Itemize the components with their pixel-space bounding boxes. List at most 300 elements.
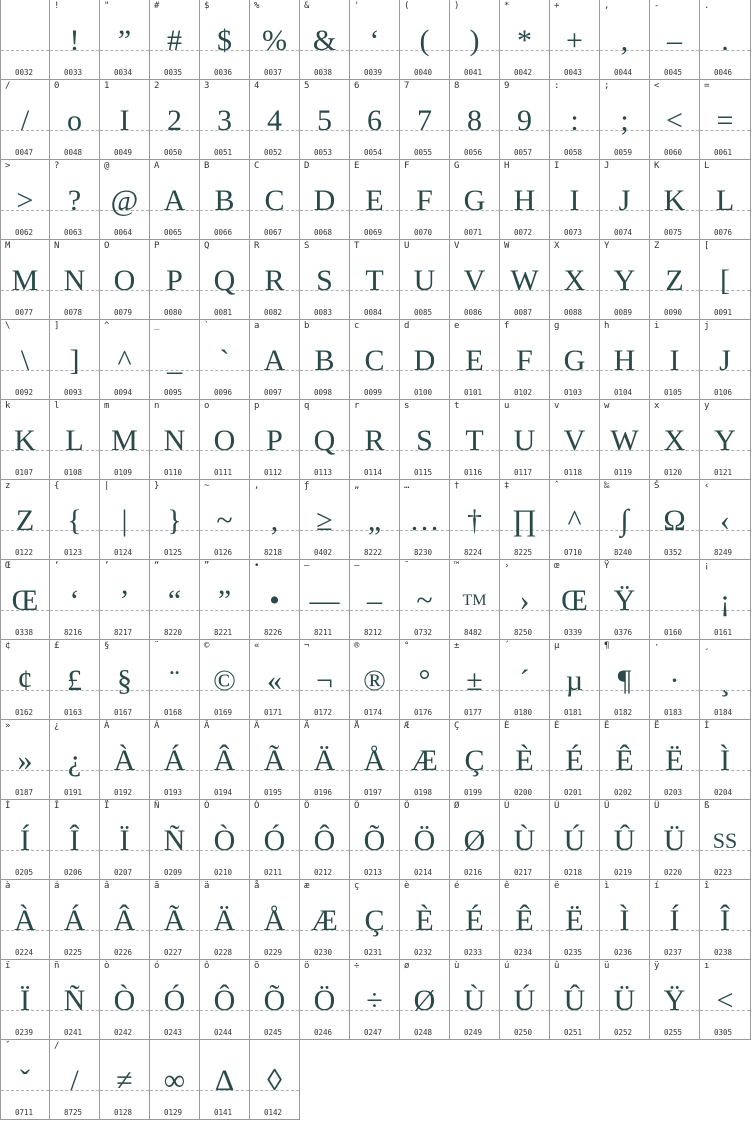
char-code-label: 0338 bbox=[15, 628, 34, 637]
glyph-cell bbox=[0, 960, 50, 1040]
glyph-sample: W bbox=[610, 424, 639, 457]
char-code-label: 0106 bbox=[714, 388, 733, 397]
glyph-cell bbox=[200, 240, 250, 320]
glyph-cell bbox=[50, 240, 100, 320]
glyph-cell bbox=[150, 80, 200, 160]
glyph-sample: ¶ bbox=[617, 664, 632, 697]
char-code-label: 0082 bbox=[264, 308, 283, 317]
glyph-sample: P bbox=[166, 264, 183, 297]
glyph-sample: < bbox=[716, 984, 734, 1017]
char-code-label: 0129 bbox=[164, 1108, 183, 1117]
glyph-cell bbox=[50, 80, 100, 160]
source-char-label: Y bbox=[604, 241, 610, 251]
glyph-sample: Q bbox=[313, 424, 336, 457]
char-code-label: 0120 bbox=[664, 468, 683, 477]
source-char-label: X bbox=[554, 241, 560, 251]
glyph-cell bbox=[450, 400, 500, 480]
char-code-label: 0142 bbox=[264, 1108, 283, 1117]
glyph-sample: K bbox=[14, 424, 36, 457]
char-code-label: 0201 bbox=[564, 788, 583, 797]
char-code-label: 0214 bbox=[414, 868, 433, 877]
source-char-label: ~ bbox=[204, 481, 210, 491]
glyph-sample: Œ bbox=[561, 584, 588, 617]
glyph-sample: B bbox=[214, 184, 235, 217]
glyph-cell bbox=[650, 880, 700, 960]
glyph-cell bbox=[0, 720, 50, 800]
source-char-label: â bbox=[104, 881, 110, 891]
source-char-label: ö bbox=[304, 961, 310, 971]
char-code-label: 0247 bbox=[364, 1028, 383, 1037]
glyph-sample: Û bbox=[613, 824, 636, 857]
char-code-label: 0200 bbox=[514, 788, 533, 797]
char-code-label: 0160 bbox=[664, 628, 683, 637]
glyph-sample: Ø bbox=[413, 984, 436, 1017]
glyph-sample: Ì bbox=[619, 904, 630, 937]
glyph-cell bbox=[450, 560, 500, 640]
source-char-label: { bbox=[54, 481, 60, 491]
source-char-label: Ó bbox=[254, 801, 260, 811]
source-char-label: . bbox=[704, 1, 710, 11]
glyph-sample: Ì bbox=[720, 744, 730, 777]
glyph-sample: : bbox=[570, 104, 579, 137]
glyph-sample: © bbox=[213, 664, 236, 697]
glyph-sample: 6 bbox=[367, 104, 382, 137]
char-code-label: 0093 bbox=[64, 388, 83, 397]
glyph-sample: Ø bbox=[463, 824, 486, 857]
glyph-sample: ≠ bbox=[116, 1064, 133, 1097]
source-char-label: i bbox=[654, 321, 660, 331]
glyph-cell bbox=[700, 560, 751, 640]
char-code-label: 0048 bbox=[64, 148, 83, 157]
glyph-cell bbox=[700, 160, 751, 240]
glyph-cell bbox=[50, 560, 100, 640]
glyph-sample: D bbox=[313, 184, 336, 217]
glyph-cell bbox=[600, 560, 650, 640]
glyph-cell bbox=[600, 240, 650, 320]
glyph-cell bbox=[650, 400, 700, 480]
glyph-sample: T bbox=[465, 424, 484, 457]
source-char-label: ™ bbox=[454, 561, 460, 571]
source-char-label: A bbox=[154, 161, 160, 171]
glyph-cell bbox=[500, 80, 550, 160]
source-char-label: Í bbox=[5, 801, 11, 811]
char-code-label: 0177 bbox=[464, 708, 483, 717]
source-char-label: · bbox=[654, 641, 660, 651]
glyph-cell bbox=[250, 880, 300, 960]
source-char-label: ] bbox=[54, 321, 60, 331]
glyph-sample: , bbox=[270, 504, 279, 537]
glyph-sample: Ñ bbox=[163, 824, 186, 857]
char-code-label: 0252 bbox=[614, 1028, 633, 1037]
glyph-sample: Í bbox=[669, 904, 680, 937]
source-char-label: P bbox=[154, 241, 160, 251]
glyph-sample: X bbox=[663, 424, 686, 457]
glyph-cell bbox=[650, 80, 700, 160]
glyph-sample: ∞ bbox=[163, 1064, 186, 1097]
source-char-label: I bbox=[554, 161, 560, 171]
char-code-label: 0212 bbox=[314, 868, 333, 877]
glyph-sample: Ñ bbox=[63, 984, 86, 1017]
glyph-sample: 8 bbox=[467, 104, 482, 137]
glyph-cell bbox=[100, 560, 150, 640]
glyph-sample: E bbox=[465, 344, 484, 377]
glyph-sample: « bbox=[267, 664, 282, 697]
glyph-sample: > bbox=[16, 184, 34, 217]
source-char-label: O bbox=[104, 241, 110, 251]
glyph-sample: = bbox=[716, 104, 734, 137]
glyph-sample: C bbox=[364, 344, 385, 377]
char-code-label: 0224 bbox=[15, 948, 34, 957]
source-char-label: Œ bbox=[5, 561, 11, 571]
char-code-label: 0250 bbox=[514, 1028, 533, 1037]
glyph-sample: } bbox=[167, 504, 182, 537]
glyph-cell bbox=[250, 720, 300, 800]
glyph-sample: Ÿ bbox=[663, 984, 686, 1017]
char-code-label: 0096 bbox=[214, 388, 233, 397]
glyph-sample: Í bbox=[20, 824, 30, 857]
source-char-label: Â bbox=[204, 721, 210, 731]
glyph-cell bbox=[150, 800, 200, 880]
char-code-label: 8240 bbox=[614, 548, 633, 557]
glyph-sample: ∫ bbox=[620, 504, 629, 537]
glyph-cell bbox=[500, 160, 550, 240]
char-code-label: 0339 bbox=[564, 628, 583, 637]
glyph-sample: | bbox=[121, 504, 128, 537]
glyph-sample: ¬ bbox=[316, 664, 333, 697]
char-code-label: 0046 bbox=[714, 68, 733, 77]
glyph-sample: B bbox=[314, 344, 335, 377]
glyph-cell bbox=[200, 320, 250, 400]
glyph-sample: . bbox=[721, 24, 729, 57]
glyph-sample: Q bbox=[213, 264, 236, 297]
char-code-label: 0055 bbox=[414, 148, 433, 157]
source-char-label: E bbox=[354, 161, 360, 171]
glyph-sample: F bbox=[516, 344, 533, 377]
glyph-cell bbox=[250, 320, 300, 400]
glyph-cell bbox=[300, 560, 350, 640]
glyph-cell bbox=[500, 960, 550, 1040]
glyph-cell bbox=[300, 0, 350, 80]
glyph-cell bbox=[550, 880, 600, 960]
char-code-label: 0194 bbox=[214, 788, 233, 797]
source-char-label: ° bbox=[404, 641, 410, 651]
glyph-sample: < bbox=[666, 104, 683, 137]
source-char-label: î bbox=[704, 881, 710, 891]
source-char-label: @ bbox=[104, 161, 110, 171]
char-code-label: 0244 bbox=[214, 1028, 233, 1037]
char-code-label: 0182 bbox=[614, 708, 633, 717]
glyph-cell bbox=[400, 0, 450, 80]
char-code-label: 0103 bbox=[564, 388, 583, 397]
glyph-sample: X bbox=[563, 264, 586, 297]
char-code-label: 0061 bbox=[714, 148, 733, 157]
glyph-sample: ∏ bbox=[512, 504, 537, 537]
char-code-label: 0210 bbox=[214, 868, 233, 877]
char-code-label: 0126 bbox=[214, 548, 233, 557]
source-char-label: 4 bbox=[254, 81, 260, 91]
glyph-cell bbox=[700, 320, 751, 400]
glyph-sample: É bbox=[565, 744, 584, 777]
char-code-label: 8226 bbox=[264, 628, 283, 637]
char-code-label: 0037 bbox=[264, 68, 283, 77]
glyph-cell bbox=[600, 720, 650, 800]
glyph-cell bbox=[600, 480, 650, 560]
source-char-label: ã bbox=[154, 881, 160, 891]
char-code-label: 0213 bbox=[364, 868, 383, 877]
source-char-label: n bbox=[154, 401, 160, 411]
glyph-cell bbox=[550, 0, 600, 80]
glyph-sample: C bbox=[264, 184, 285, 217]
glyph-sample: \ bbox=[20, 344, 30, 377]
glyph-sample: Ï bbox=[20, 984, 30, 1017]
char-code-label: 0107 bbox=[15, 468, 34, 477]
source-char-label: Š bbox=[654, 481, 660, 491]
glyph-sample: J bbox=[618, 184, 631, 217]
glyph-cell bbox=[250, 240, 300, 320]
glyph-cell bbox=[700, 800, 751, 880]
glyph-cell bbox=[50, 880, 100, 960]
glyph-cell bbox=[400, 960, 450, 1040]
source-char-label: W bbox=[504, 241, 510, 251]
glyph-cell bbox=[450, 160, 500, 240]
glyph-cell bbox=[700, 0, 751, 80]
source-char-label: w bbox=[604, 401, 610, 411]
glyph-sample: Ä bbox=[213, 904, 236, 937]
glyph-sample: » bbox=[17, 744, 33, 777]
source-char-label: — bbox=[354, 561, 360, 571]
char-code-label: 0114 bbox=[364, 468, 383, 477]
glyph-sample: J bbox=[719, 344, 731, 377]
glyph-cell bbox=[650, 800, 700, 880]
glyph-cell bbox=[350, 0, 400, 80]
source-char-label: ¸ bbox=[704, 641, 710, 651]
glyph-sample: Ù bbox=[513, 824, 536, 857]
glyph-cell bbox=[550, 160, 600, 240]
source-char-label: ˜ bbox=[404, 561, 410, 571]
glyph-cell bbox=[700, 880, 751, 960]
glyph-cell bbox=[700, 240, 751, 320]
glyph-cell bbox=[100, 880, 150, 960]
glyph-sample: ? bbox=[67, 184, 82, 217]
source-char-label: Û bbox=[604, 801, 610, 811]
source-char-label: ø bbox=[404, 961, 410, 971]
glyph-cell bbox=[500, 800, 550, 880]
glyph-sample: ¡ bbox=[720, 584, 730, 617]
baseline-guide bbox=[650, 610, 699, 611]
source-char-label: \ bbox=[5, 321, 11, 331]
glyph-sample: Õ bbox=[263, 984, 286, 1017]
char-code-label: 0119 bbox=[614, 468, 633, 477]
glyph-sample: · bbox=[669, 664, 680, 697]
glyph-sample: Ô bbox=[313, 824, 336, 857]
char-code-label: 0042 bbox=[514, 68, 533, 77]
glyph-sample: Õ bbox=[363, 824, 386, 857]
glyph-sample: Â bbox=[213, 744, 236, 777]
source-char-label: ´ bbox=[504, 641, 510, 651]
char-code-label: 0095 bbox=[164, 388, 183, 397]
glyph-cell bbox=[650, 480, 700, 560]
glyph-cell bbox=[500, 240, 550, 320]
source-char-label: Ã bbox=[254, 721, 260, 731]
glyph-sample: Ω bbox=[663, 504, 686, 537]
char-code-label: 8221 bbox=[214, 628, 233, 637]
glyph-cell bbox=[500, 0, 550, 80]
source-char-label: l bbox=[54, 401, 60, 411]
source-char-label: 6 bbox=[354, 81, 360, 91]
glyph-cell bbox=[200, 160, 250, 240]
glyph-cell bbox=[200, 400, 250, 480]
glyph-cell bbox=[450, 480, 500, 560]
char-code-label: 0111 bbox=[214, 468, 233, 477]
source-char-label: Ç bbox=[454, 721, 460, 731]
glyph-sample: £ bbox=[67, 664, 82, 697]
glyph-cell bbox=[100, 320, 150, 400]
glyph-sample: ` bbox=[219, 344, 230, 377]
char-code-label: 0085 bbox=[414, 308, 433, 317]
source-char-label: ê bbox=[504, 881, 510, 891]
glyph-cell bbox=[700, 720, 751, 800]
char-code-label: 0246 bbox=[314, 1028, 333, 1037]
glyph-sample: ‘ bbox=[369, 24, 380, 57]
source-char-label: e bbox=[454, 321, 460, 331]
char-code-label: 0197 bbox=[364, 788, 383, 797]
glyph-sample: ‘ bbox=[69, 584, 80, 617]
source-char-label: Ï bbox=[104, 801, 110, 811]
glyph-sample: ! bbox=[69, 24, 80, 57]
source-char-label: ä bbox=[204, 881, 210, 891]
glyph-cell bbox=[350, 480, 400, 560]
source-char-label: F bbox=[404, 161, 410, 171]
char-code-label: 8220 bbox=[164, 628, 183, 637]
source-char-label: Õ bbox=[354, 801, 360, 811]
source-char-label: _ bbox=[154, 321, 160, 331]
glyph-cell bbox=[500, 560, 550, 640]
glyph-sample: Å bbox=[263, 904, 286, 937]
glyph-sample: O bbox=[213, 424, 236, 457]
glyph-cell bbox=[550, 640, 600, 720]
source-char-label: u bbox=[504, 401, 510, 411]
char-code-label: 0184 bbox=[714, 708, 733, 717]
source-char-label: G bbox=[454, 161, 460, 171]
char-code-label: 8216 bbox=[64, 628, 83, 637]
glyph-sample: R bbox=[264, 264, 285, 297]
char-code-label: 0077 bbox=[15, 308, 34, 317]
char-code-label: 0092 bbox=[15, 388, 34, 397]
glyph-sample: 3 bbox=[217, 104, 232, 137]
char-code-label: 0094 bbox=[114, 388, 133, 397]
source-char-label: k bbox=[5, 401, 11, 411]
glyph-sample: ; bbox=[620, 104, 629, 137]
source-char-label: Ù bbox=[504, 801, 510, 811]
char-code-label: 0073 bbox=[564, 228, 583, 237]
glyph-cell bbox=[250, 400, 300, 480]
glyph-sample: P bbox=[266, 424, 283, 457]
glyph-cell bbox=[350, 800, 400, 880]
char-code-label: 0232 bbox=[414, 948, 433, 957]
glyph-cell bbox=[400, 480, 450, 560]
source-char-label: L bbox=[704, 161, 710, 171]
char-code-label: 0044 bbox=[614, 68, 633, 77]
char-code-label: 0101 bbox=[464, 388, 483, 397]
char-code-label: 0058 bbox=[564, 148, 583, 157]
char-code-label: 0088 bbox=[564, 308, 583, 317]
glyph-cell bbox=[300, 800, 350, 880]
glyph-cell bbox=[50, 720, 100, 800]
source-char-label: | bbox=[104, 481, 110, 491]
glyph-cell bbox=[200, 1040, 250, 1120]
char-code-label: 0083 bbox=[314, 308, 333, 317]
source-char-label: a bbox=[254, 321, 260, 331]
source-char-label: • bbox=[254, 561, 260, 571]
glyph-sample: Y bbox=[613, 264, 636, 297]
source-char-label: ® bbox=[354, 641, 360, 651]
glyph-sample: Ó bbox=[263, 824, 286, 857]
source-char-label: Ô bbox=[304, 801, 310, 811]
char-code-label: 0104 bbox=[614, 388, 633, 397]
char-code-label: 0074 bbox=[614, 228, 633, 237]
glyph-cell bbox=[100, 1040, 150, 1120]
glyph-sample: M bbox=[11, 264, 39, 297]
source-char-label: › bbox=[504, 561, 510, 571]
source-char-label: r bbox=[354, 401, 360, 411]
char-code-label: 0034 bbox=[114, 68, 133, 77]
char-code-label: 0217 bbox=[514, 868, 533, 877]
char-code-label: 0068 bbox=[314, 228, 333, 237]
glyph-sample: Ç bbox=[364, 904, 385, 937]
source-char-label: p bbox=[254, 401, 260, 411]
source-char-label: S bbox=[304, 241, 310, 251]
char-code-label: 0087 bbox=[514, 308, 533, 317]
glyph-cell bbox=[250, 640, 300, 720]
char-code-label: 0162 bbox=[15, 708, 34, 717]
source-char-label: Ë bbox=[654, 721, 660, 731]
glyph-sample: À bbox=[14, 904, 36, 937]
source-char-label: R bbox=[254, 241, 260, 251]
glyph-cell bbox=[600, 640, 650, 720]
source-char-label: ¨ bbox=[154, 641, 160, 651]
source-char-label: ó bbox=[154, 961, 160, 971]
source-char-label: g bbox=[554, 321, 560, 331]
glyph-sample: ® bbox=[363, 664, 386, 697]
glyph-cell bbox=[0, 160, 50, 240]
glyph-sample: @ bbox=[110, 184, 139, 217]
char-code-label: 0091 bbox=[714, 308, 733, 317]
char-code-label: 0251 bbox=[564, 1028, 583, 1037]
char-code-label: 0036 bbox=[214, 68, 233, 77]
source-char-label: ï bbox=[5, 961, 11, 971]
glyph-sample: µ bbox=[565, 664, 584, 697]
glyph-sample: ( bbox=[419, 24, 430, 57]
char-code-label: 0180 bbox=[514, 708, 533, 717]
char-code-label: 0163 bbox=[64, 708, 83, 717]
source-char-label: h bbox=[604, 321, 610, 331]
glyph-sample: S bbox=[316, 264, 333, 297]
glyph-cell bbox=[400, 880, 450, 960]
source-char-label: H bbox=[504, 161, 510, 171]
char-code-label: 0063 bbox=[64, 228, 83, 237]
source-char-label: í bbox=[654, 881, 660, 891]
source-char-label: Ì bbox=[704, 721, 710, 731]
char-code-label: 0161 bbox=[714, 628, 733, 637]
glyph-sample: T bbox=[365, 264, 384, 297]
char-code-label: 0105 bbox=[664, 388, 683, 397]
source-char-label: J bbox=[604, 161, 610, 171]
source-char-label: * bbox=[504, 1, 510, 11]
char-code-label: 0053 bbox=[314, 148, 333, 157]
glyph-cell bbox=[600, 80, 650, 160]
glyph-sample: ¨ bbox=[169, 664, 180, 697]
char-code-label: 0121 bbox=[714, 468, 733, 477]
